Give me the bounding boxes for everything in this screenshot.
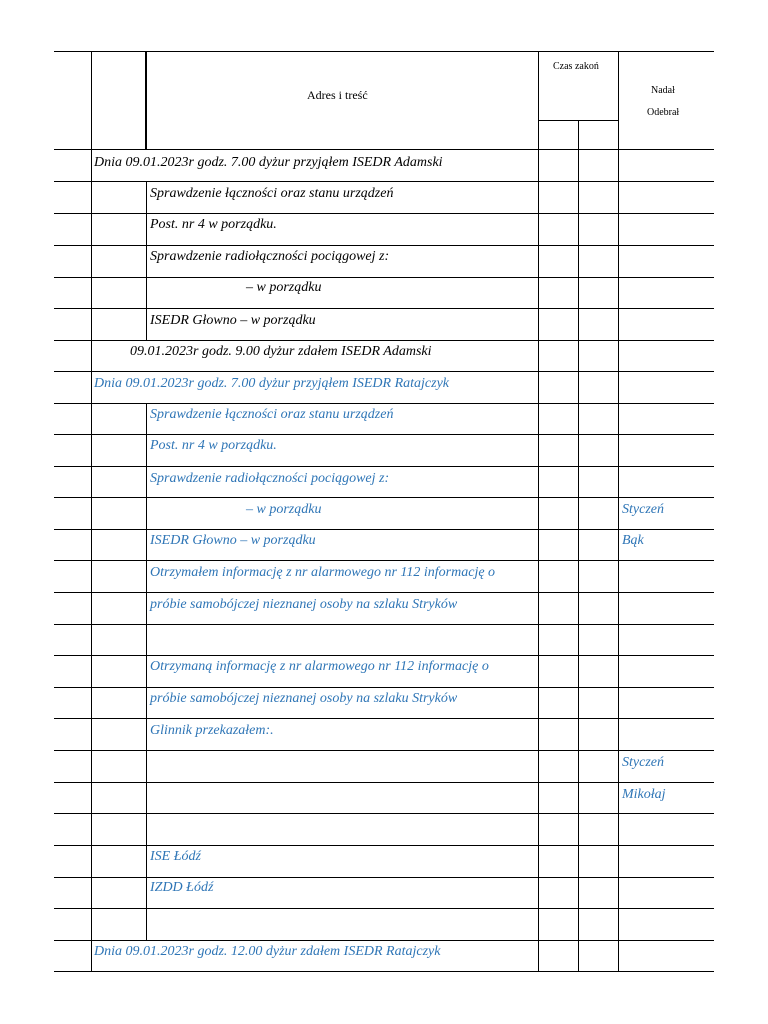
address-column-divider [146, 308, 147, 340]
log-row-14: próbie samobójczej nieznanej osoby na szlaku Stryków [150, 597, 458, 612]
row-divider [54, 813, 714, 814]
time-column-divider [538, 149, 539, 971]
log-row-3: Sprawdzenie radiołączności pociągowej z: [150, 249, 390, 264]
row-divider [54, 213, 714, 214]
row-divider [54, 971, 714, 972]
log-row-7: Dnia 09.01.2023r godz. 7.00 dyżur przyjąłem ISEDR Ratajczyk [94, 376, 450, 391]
address-column-divider [146, 497, 147, 529]
divider-col-2 [145, 51, 147, 149]
address-column-divider [146, 277, 147, 308]
log-row-25: Dnia 09.01.2023r godz. 12.00 dyżur zdałem ISEDR Ratajczyk [94, 944, 441, 959]
column-divider [618, 51, 619, 971]
address-column-divider [146, 181, 147, 213]
row-divider [54, 308, 714, 309]
log-row-8: Sprawdzenie łączności oraz stanu urządzeń [150, 407, 394, 422]
log-row-11-right: Styczeń [622, 502, 664, 517]
row-divider [54, 245, 714, 246]
address-column-divider [146, 560, 147, 592]
address-column-divider [146, 466, 147, 497]
address-column-divider [146, 718, 147, 750]
address-column-divider [146, 813, 147, 845]
address-column-divider [146, 592, 147, 624]
row-divider [54, 181, 714, 182]
row-divider [54, 560, 714, 561]
header-time-left [538, 51, 539, 149]
row-divider [54, 718, 714, 719]
address-column-divider [146, 434, 147, 466]
log-row-23: IZDD Łódź [150, 880, 214, 895]
address-column-divider [146, 687, 147, 718]
log-row-17: próbie samobójczej nieznanej osoby na szlaku Stryków [150, 691, 458, 706]
log-row-4: – w porządku [246, 280, 322, 295]
log-row-0: Dnia 09.01.2023r godz. 7.00 dyżur przyjąłem ISEDR Adamski [94, 155, 443, 170]
address-column-divider [146, 403, 147, 434]
row-divider [54, 655, 714, 656]
time-column-divider [578, 149, 579, 971]
row-divider [54, 687, 714, 688]
row-divider [54, 782, 714, 783]
log-row-18: Glinnik przekazałem:. [150, 723, 274, 738]
header-time-end: Czas zakoń [553, 61, 599, 72]
address-column-divider [146, 213, 147, 245]
row-divider [54, 750, 714, 751]
address-column-divider [146, 782, 147, 813]
log-row-13: Otrzymałem informację z nr alarmowego nr 112 informację o [150, 565, 496, 580]
header-time-top [538, 51, 618, 52]
row-divider [54, 940, 714, 941]
row-divider [54, 497, 714, 498]
log-row-9: Post. nr 4 w porządku. [150, 438, 277, 453]
row-divider [54, 466, 714, 467]
address-column-divider [146, 908, 147, 940]
row-divider [54, 845, 714, 846]
address-column-divider [146, 624, 147, 655]
address-column-divider [146, 655, 147, 687]
row-divider [54, 908, 714, 909]
column-divider [91, 51, 92, 971]
log-row-22: ISE Łódź [150, 849, 201, 864]
row-divider [54, 434, 714, 435]
row-divider [54, 149, 714, 150]
log-row-11: – w porządku [246, 502, 322, 517]
log-row-12: ISEDR Głowno – w porządku [150, 533, 316, 548]
header-received: Odebrał [647, 107, 680, 118]
table-top-border-left [54, 51, 538, 52]
log-row-10: Sprawdzenie radiołączności pociągowej z: [150, 471, 390, 486]
row-divider [54, 877, 714, 878]
row-divider [54, 592, 714, 593]
address-column-divider [146, 845, 147, 877]
table-top-border-right [618, 51, 714, 52]
header-time-split [578, 120, 579, 149]
row-divider [54, 277, 714, 278]
row-divider [54, 529, 714, 530]
log-row-5: ISEDR Głowno – w porządku [150, 313, 316, 328]
header-sent: Nadał [651, 85, 675, 96]
log-row-19-right: Styczeń [622, 755, 664, 770]
log-row-20-right: Mikołaj [622, 787, 666, 802]
row-divider [54, 371, 714, 372]
log-row-2: Post. nr 4 w porządku. [150, 217, 277, 232]
address-column-divider [146, 877, 147, 908]
address-column-divider [146, 750, 147, 782]
row-divider [54, 624, 714, 625]
row-divider [54, 340, 714, 341]
address-column-divider [146, 245, 147, 277]
address-column-divider [146, 529, 147, 560]
log-row-6: 09.01.2023r godz. 9.00 dyżur zdałem ISEDR Adamski [130, 344, 432, 359]
log-row-12-right: Bąk [622, 533, 644, 548]
log-row-16: Otrzymaną informację z nr alarmowego nr 112 informację o [150, 659, 489, 674]
log-row-1: Sprawdzenie łączności oraz stanu urządzeń [150, 186, 394, 201]
row-divider [54, 403, 714, 404]
header-address-content: Adres i treść [307, 88, 368, 102]
